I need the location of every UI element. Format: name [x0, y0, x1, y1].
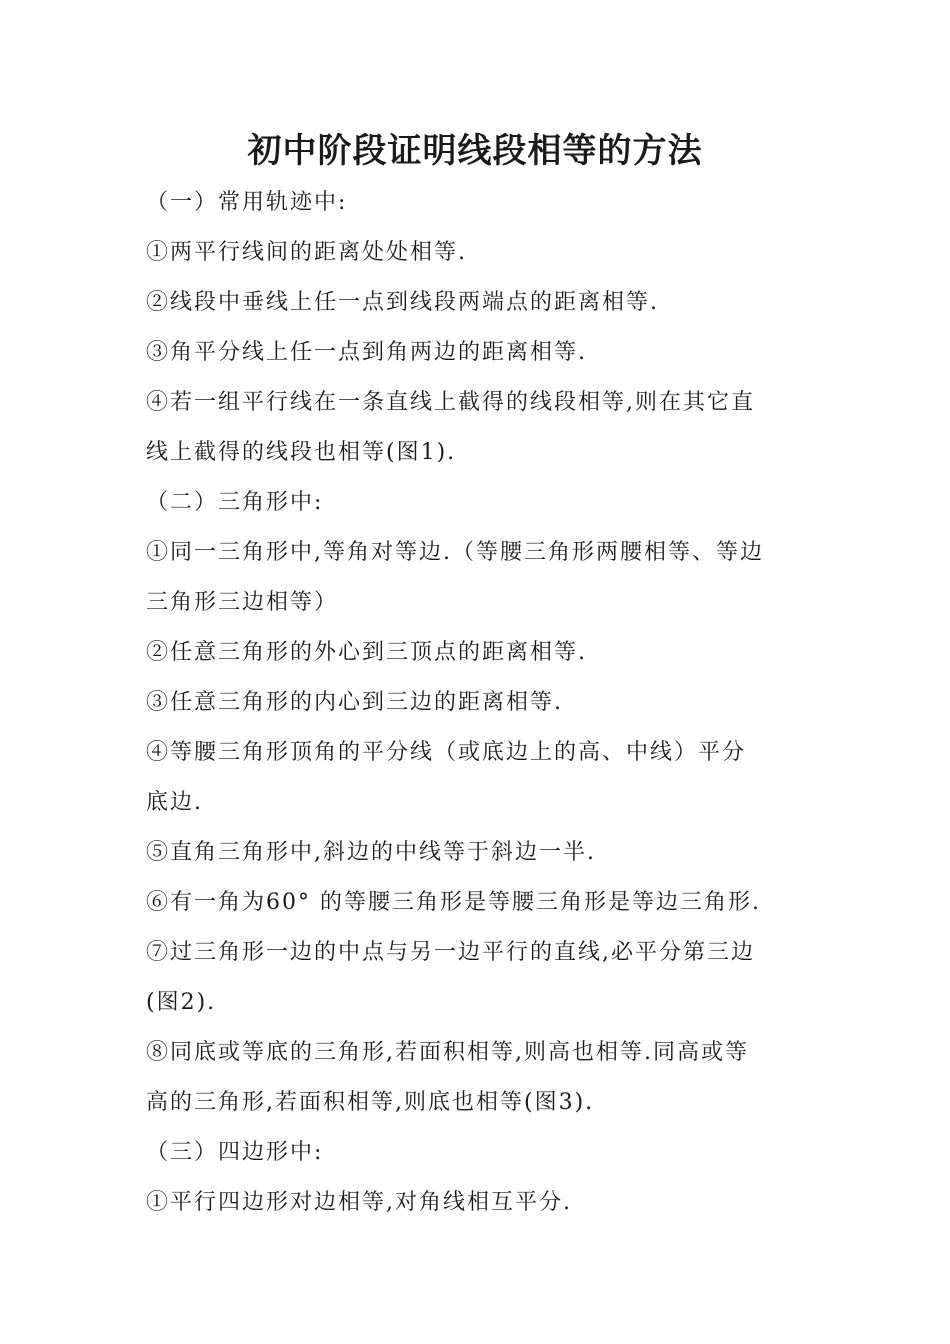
list-item — [146, 278, 810, 328]
list-item — [146, 1028, 810, 1128]
item-line: ③任意三角形的内心到三边的距离相等. — [146, 690, 563, 715]
item-line: ①平行四边形对边相等,对角线相互平分. — [146, 1190, 572, 1215]
item-line: ④若一组平行线在一条直线上截得的线段相等,则在其它直 — [146, 390, 755, 415]
list-item — [146, 828, 810, 878]
list-item — [146, 678, 810, 728]
item-line: 高的三角形,若面积相等,则底也相等(图3). — [146, 1090, 595, 1115]
list-item — [146, 528, 810, 628]
item-line: ②任意三角形的外心到三顶点的距离相等. — [146, 640, 587, 665]
item-line: 线上截得的线段也相等(图1). — [146, 440, 457, 465]
item-line: ⑧同底或等底的三角形,若面积相等,则高也相等.同高或等 — [146, 1040, 749, 1065]
item-line: ②线段中垂线上任一点到线段两端点的距离相等. — [146, 290, 659, 315]
list-item — [146, 228, 810, 278]
item-line: ①同一三角形中,等角对等边.（等腰三角形两腰相等、等边 — [146, 540, 764, 565]
list-item — [146, 878, 810, 928]
item-line: ①两平行线间的距离处处相等. — [146, 240, 467, 265]
document-title: 初中阶段证明线段相等的方法 — [247, 131, 703, 171]
item-line: ⑥有一角为60° 的等腰三角形是等腰三角形是等边三角形. — [146, 890, 761, 915]
item-line: 三角形三边相等） — [146, 590, 339, 615]
list-item — [146, 628, 810, 678]
section-heading: （二）三角形中: — [146, 490, 324, 515]
list-item — [146, 928, 810, 1028]
list-item — [146, 328, 810, 378]
document-body — [146, 178, 810, 1228]
item-line: ⑤直角三角形中,斜边的中线等于斜边一半. — [146, 840, 596, 865]
section-heading: （一）常用轨迹中: — [146, 190, 348, 215]
item-line: ⑦过三角形一边的中点与另一边平行的直线,必平分第三边 — [146, 940, 755, 965]
item-line: 底边. — [146, 790, 203, 815]
item-line: (图2). — [146, 990, 217, 1015]
list-item — [146, 1178, 810, 1228]
section-heading: （三）四边形中: — [146, 1140, 324, 1165]
list-item — [146, 728, 810, 828]
item-line: ③角平分线上任一点到角两边的距离相等. — [146, 340, 587, 365]
list-item — [146, 378, 810, 478]
item-line: ④等腰三角形顶角的平分线（或底边上的高、中线）平分 — [146, 740, 747, 765]
